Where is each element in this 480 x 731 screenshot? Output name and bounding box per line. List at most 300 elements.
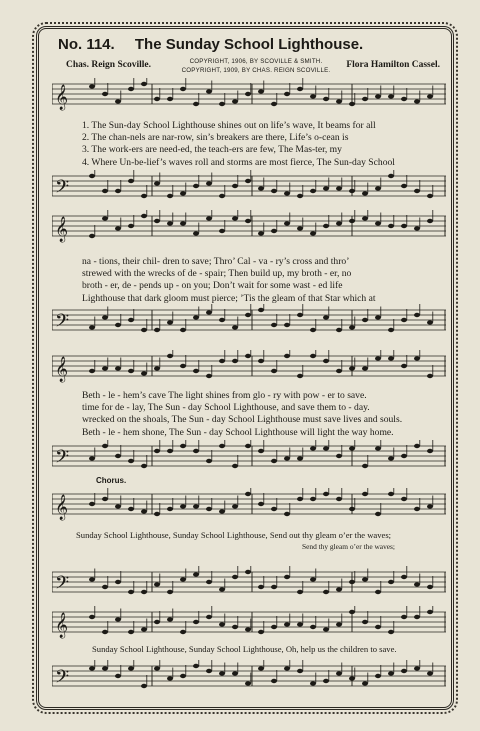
note-head (323, 359, 329, 363)
note-head (206, 181, 212, 185)
note-head (414, 666, 420, 670)
note-head (180, 328, 186, 332)
bass-staff-5 (52, 660, 446, 694)
note-head (271, 679, 277, 683)
note-head (375, 221, 381, 225)
note-head (297, 226, 303, 230)
note-head (401, 497, 407, 501)
note-head (245, 492, 251, 496)
note-head (180, 504, 186, 508)
note-head (414, 356, 420, 360)
note-head (89, 577, 95, 581)
clef-icon: 𝄢 (55, 667, 70, 692)
note-head (362, 318, 368, 322)
treble-staff-4 (52, 488, 446, 522)
note-head (401, 184, 407, 188)
verse-line: 3. The work-ers are need-ed, the teach-ers are few, The Mas-ter, my (82, 144, 342, 156)
note-head (258, 89, 264, 93)
note-head (375, 512, 381, 516)
note-head (180, 364, 186, 368)
note-head (258, 186, 264, 190)
clef-icon: 𝄢 (55, 177, 70, 202)
stanza-block-2 (82, 256, 446, 305)
note-head (284, 512, 290, 516)
note-head (180, 191, 186, 195)
note-head (154, 449, 160, 453)
note-head (375, 625, 381, 629)
note-head (362, 577, 368, 581)
note-head (336, 497, 342, 501)
note-head (232, 325, 238, 329)
note-head (128, 666, 134, 670)
staff-notation (52, 488, 446, 522)
note-head (310, 231, 316, 235)
note-head (388, 356, 394, 360)
note-head (89, 369, 95, 373)
staff-notation (52, 566, 446, 600)
note-head (401, 575, 407, 579)
clef-icon: 𝄞 (55, 495, 69, 520)
clef-icon: 𝄢 (55, 311, 70, 336)
treble-staff-2 (52, 210, 446, 244)
note-head (89, 456, 95, 460)
note-head (362, 97, 368, 101)
note-head (362, 464, 368, 468)
note-head (154, 512, 160, 516)
note-head (271, 585, 277, 589)
note-head (414, 226, 420, 230)
note-head (102, 666, 108, 670)
note-head (427, 585, 433, 589)
note-head (414, 99, 420, 103)
note-head (271, 323, 277, 327)
hymn-title (58, 36, 438, 53)
note-head (323, 627, 329, 631)
note-head (154, 666, 160, 670)
note-head (310, 94, 316, 98)
hymn-number: No. 114. (58, 36, 115, 53)
note-head (323, 446, 329, 450)
note-head (427, 610, 433, 614)
note-head (310, 497, 316, 501)
note-head (167, 194, 173, 198)
note-head (284, 191, 290, 195)
staff-notation (52, 440, 446, 474)
note-head (336, 328, 342, 332)
copyright-line-2: COPYRIGHT, 1909, BY CHAS. REIGN SCOVILLE. (181, 67, 331, 74)
note-head (310, 446, 316, 450)
note-head (362, 191, 368, 195)
note-head (206, 615, 212, 619)
note-head (401, 669, 407, 673)
note-head (219, 102, 225, 106)
note-head (323, 590, 329, 594)
note-head (388, 456, 394, 460)
note-head (102, 189, 108, 193)
note-head (167, 221, 173, 225)
note-head (154, 97, 160, 101)
staff-notation (52, 210, 446, 244)
note-head (427, 671, 433, 675)
note-head (258, 666, 264, 670)
note-head (102, 630, 108, 634)
note-head (128, 590, 134, 594)
note-head (128, 179, 134, 183)
note-head (323, 492, 329, 496)
note-head (245, 627, 251, 631)
clef-icon: 𝄞 (55, 217, 69, 242)
note-head (102, 315, 108, 319)
note-head (102, 92, 108, 96)
note-head (141, 627, 147, 631)
note-head (414, 444, 420, 448)
note-head (323, 186, 329, 190)
note-head (336, 671, 342, 675)
note-head (349, 507, 355, 511)
verse-line: 4. Where Un-be-lief’s waves roll and storms are most fierce, The Sun-day School (82, 156, 395, 168)
note-head (167, 507, 173, 511)
verse-line: Beth - le - hem shone, The Sun - day School Lighthouse will light the way home. (82, 426, 394, 438)
note-head (154, 582, 160, 586)
note-head (115, 189, 121, 193)
note-head (349, 610, 355, 614)
note-head (128, 630, 134, 634)
note-head (297, 622, 303, 626)
note-head (258, 359, 264, 363)
note-head (102, 366, 108, 370)
note-head (167, 676, 173, 680)
note-head (89, 502, 95, 506)
note-head (349, 219, 355, 223)
note-head (362, 216, 368, 220)
note-head (193, 369, 199, 373)
note-head (336, 454, 342, 458)
note-head (427, 94, 433, 98)
note-head (219, 229, 225, 233)
note-head (232, 504, 238, 508)
note-head (336, 369, 342, 373)
staff-notation (52, 304, 446, 338)
copyright-line-1: COPYRIGHT, 1906, BY SCOVILLE & SMITH. (189, 58, 323, 65)
note-head (193, 504, 199, 508)
note-head (245, 444, 251, 448)
note-head (206, 459, 212, 463)
note-head (115, 674, 121, 678)
note-head (206, 89, 212, 93)
note-head (219, 622, 225, 626)
note-head (167, 354, 173, 358)
note-head (245, 219, 251, 223)
note-head (232, 359, 238, 363)
verse-line: time for de - lay, The Sun - day School Lighthouse, and save them to - day. (82, 402, 370, 414)
note-head (427, 374, 433, 378)
note-head (336, 221, 342, 225)
verse-line: Beth - le - hem’s cave The light shines from glo - ry with pow - er to save. (82, 390, 367, 401)
note-head (375, 186, 381, 190)
note-head (102, 497, 108, 501)
note-head (297, 87, 303, 91)
note-head (284, 323, 290, 327)
note-head (232, 671, 238, 675)
note-head (297, 374, 303, 378)
note-head (219, 194, 225, 198)
note-head (232, 184, 238, 188)
verse-line: 1. The Sun-day School Lighthouse shines out on life’s wave, It beams for all (82, 120, 376, 131)
bass-staff-4 (52, 566, 446, 600)
note-head (297, 313, 303, 317)
note-head (258, 449, 264, 453)
author: Flora Hamilton Cassel. (346, 60, 440, 70)
note-head (336, 186, 342, 190)
note-head (128, 369, 134, 373)
note-head (206, 310, 212, 314)
note-head (115, 504, 121, 508)
note-head (141, 214, 147, 218)
note-head (401, 454, 407, 458)
note-head (115, 617, 121, 621)
note-head (375, 356, 381, 360)
note-head (258, 630, 264, 634)
note-head (271, 102, 277, 106)
treble-staff-1 (52, 78, 446, 112)
note-head (349, 676, 355, 680)
note-head (427, 449, 433, 453)
note-head (271, 369, 277, 373)
note-head (180, 221, 186, 225)
bass-staff-1 (52, 170, 446, 204)
note-head (193, 572, 199, 576)
note-head (375, 674, 381, 678)
note-head (258, 231, 264, 235)
verse-line: 2. The chan-nels are nar-row, sin’s breakers are there, Life’s o-cean is (82, 132, 349, 144)
note-head (245, 354, 251, 358)
note-head (414, 189, 420, 193)
note-head (128, 224, 134, 228)
chorus-line-2: Sunday School Lighthouse, Sunday School Lighthouse, Oh, help us the children to save. (92, 644, 397, 654)
note-head (401, 364, 407, 368)
note-head (193, 620, 199, 624)
note-head (193, 231, 199, 235)
stanza-block-1 (82, 120, 446, 169)
chorus-label: Chorus. (96, 476, 127, 485)
note-head (336, 99, 342, 103)
hymn-name: The Sunday School Lighthouse. (134, 36, 364, 53)
note-head (102, 444, 108, 448)
clef-icon: 𝄞 (55, 613, 69, 638)
note-head (206, 580, 212, 584)
note-head (89, 325, 95, 329)
note-head (102, 216, 108, 220)
note-head (427, 504, 433, 508)
clef-icon: 𝄢 (55, 447, 70, 472)
note-head (258, 502, 264, 506)
note-head (219, 671, 225, 675)
note-head (115, 366, 121, 370)
staff-notation (52, 606, 446, 640)
note-head (141, 684, 147, 688)
note-head (414, 507, 420, 511)
note-head (89, 234, 95, 238)
bass-staff-3 (52, 440, 446, 474)
note-head (310, 681, 316, 685)
note-head (284, 666, 290, 670)
verse-line: broth - er, de - pends up - on you; Don’t wait for some wast - ed life (82, 280, 343, 292)
copyright-notice (176, 57, 336, 75)
verse-line: na - tions, their chil- dren to save; Thro’ Cal - va - ry’s cross and thro’ (82, 256, 350, 267)
note-head (297, 590, 303, 594)
note-head (232, 575, 238, 579)
note-head (388, 630, 394, 634)
note-head (310, 189, 316, 193)
stanza-block-3 (82, 390, 446, 439)
note-head (414, 313, 420, 317)
note-head (349, 446, 355, 450)
note-head (245, 313, 251, 317)
note-head (336, 587, 342, 591)
note-head (245, 681, 251, 685)
note-head (219, 509, 225, 513)
note-head (284, 456, 290, 460)
note-head (388, 174, 394, 178)
note-head (388, 94, 394, 98)
note-head (141, 194, 147, 198)
treble-staff-5 (52, 606, 446, 640)
verse-line: wrecked on the shoals, The Sun - day School Lighthouse must save lives and souls. (82, 414, 403, 426)
note-head (167, 97, 173, 101)
note-head (154, 181, 160, 185)
note-head (128, 87, 134, 91)
note-head (297, 456, 303, 460)
note-head (284, 622, 290, 626)
note-head (193, 449, 199, 453)
note-head (167, 617, 173, 621)
note-head (180, 630, 186, 634)
note-head (284, 92, 290, 96)
note-head (193, 664, 199, 668)
note-head (310, 625, 316, 629)
note-head (167, 320, 173, 324)
note-head (193, 184, 199, 188)
note-head (206, 507, 212, 511)
bass-staff-2 (52, 304, 446, 338)
note-head (362, 492, 368, 496)
note-head (297, 194, 303, 198)
note-head (206, 669, 212, 673)
note-head (232, 216, 238, 220)
note-head (284, 575, 290, 579)
note-head (427, 194, 433, 198)
note-head (284, 354, 290, 358)
treble-staff-3 (52, 350, 446, 384)
note-head (401, 615, 407, 619)
note-head (206, 216, 212, 220)
note-head (141, 590, 147, 594)
note-head (375, 94, 381, 98)
note-head (180, 87, 186, 91)
note-head (232, 464, 238, 468)
note-head (219, 444, 225, 448)
note-head (388, 671, 394, 675)
staff-notation (52, 350, 446, 384)
note-head (219, 587, 225, 591)
note-head (245, 570, 251, 574)
note-head (180, 444, 186, 448)
note-head (141, 509, 147, 513)
note-head (89, 174, 95, 178)
clef-icon: 𝄢 (55, 573, 70, 598)
note-head (193, 315, 199, 319)
note-head (154, 366, 160, 370)
note-head (388, 580, 394, 584)
composer: Chas. Reign Scoville. (66, 60, 151, 70)
note-head (388, 492, 394, 496)
note-head (167, 590, 173, 594)
note-head (154, 219, 160, 223)
note-head (115, 99, 121, 103)
verse-line: Lighthouse that dark gloom must pierce; ’Tis the gleam of that Star which at (82, 292, 376, 304)
note-head (323, 224, 329, 228)
note-head (336, 622, 342, 626)
note-head (245, 179, 251, 183)
note-head (375, 446, 381, 450)
note-head (297, 669, 303, 673)
note-head (271, 625, 277, 629)
note-head (349, 580, 355, 584)
note-head (284, 221, 290, 225)
note-head (323, 315, 329, 319)
note-head (427, 219, 433, 223)
note-head (362, 366, 368, 370)
note-head (349, 366, 355, 370)
note-head (349, 325, 355, 329)
note-head (310, 328, 316, 332)
note-head (271, 459, 277, 463)
staff-notation (52, 170, 446, 204)
chorus-line-1: Sunday School Lighthouse, Sunday School Lighthouse, Send out thy gleam o’er the waves; (76, 530, 392, 540)
clef-icon: 𝄞 (55, 357, 69, 382)
note-head (89, 615, 95, 619)
note-head (180, 674, 186, 678)
note-head (141, 464, 147, 468)
note-head (323, 679, 329, 683)
note-head (89, 84, 95, 88)
note-head (401, 97, 407, 101)
note-head (232, 99, 238, 103)
note-head (271, 507, 277, 511)
note-head (154, 620, 160, 624)
note-head (141, 82, 147, 86)
staff-notation (52, 660, 446, 694)
note-head (128, 459, 134, 463)
note-head (323, 97, 329, 101)
verse-line: strewed with the wrecks of de - spair; Then build up, my broth - er, no (82, 268, 352, 280)
note-head (401, 318, 407, 322)
note-head (414, 615, 420, 619)
note-head (167, 449, 173, 453)
note-head (154, 328, 160, 332)
note-head (401, 224, 407, 228)
note-head (258, 308, 264, 312)
note-head (206, 374, 212, 378)
clef-icon: 𝄞 (55, 85, 69, 110)
note-head (427, 320, 433, 324)
chorus-bass-echo: Send thy gleam o’er the waves; (302, 542, 395, 551)
note-head (219, 359, 225, 363)
staff-notation (52, 78, 446, 112)
note-head (362, 681, 368, 685)
note-head (141, 371, 147, 375)
note-head (349, 189, 355, 193)
